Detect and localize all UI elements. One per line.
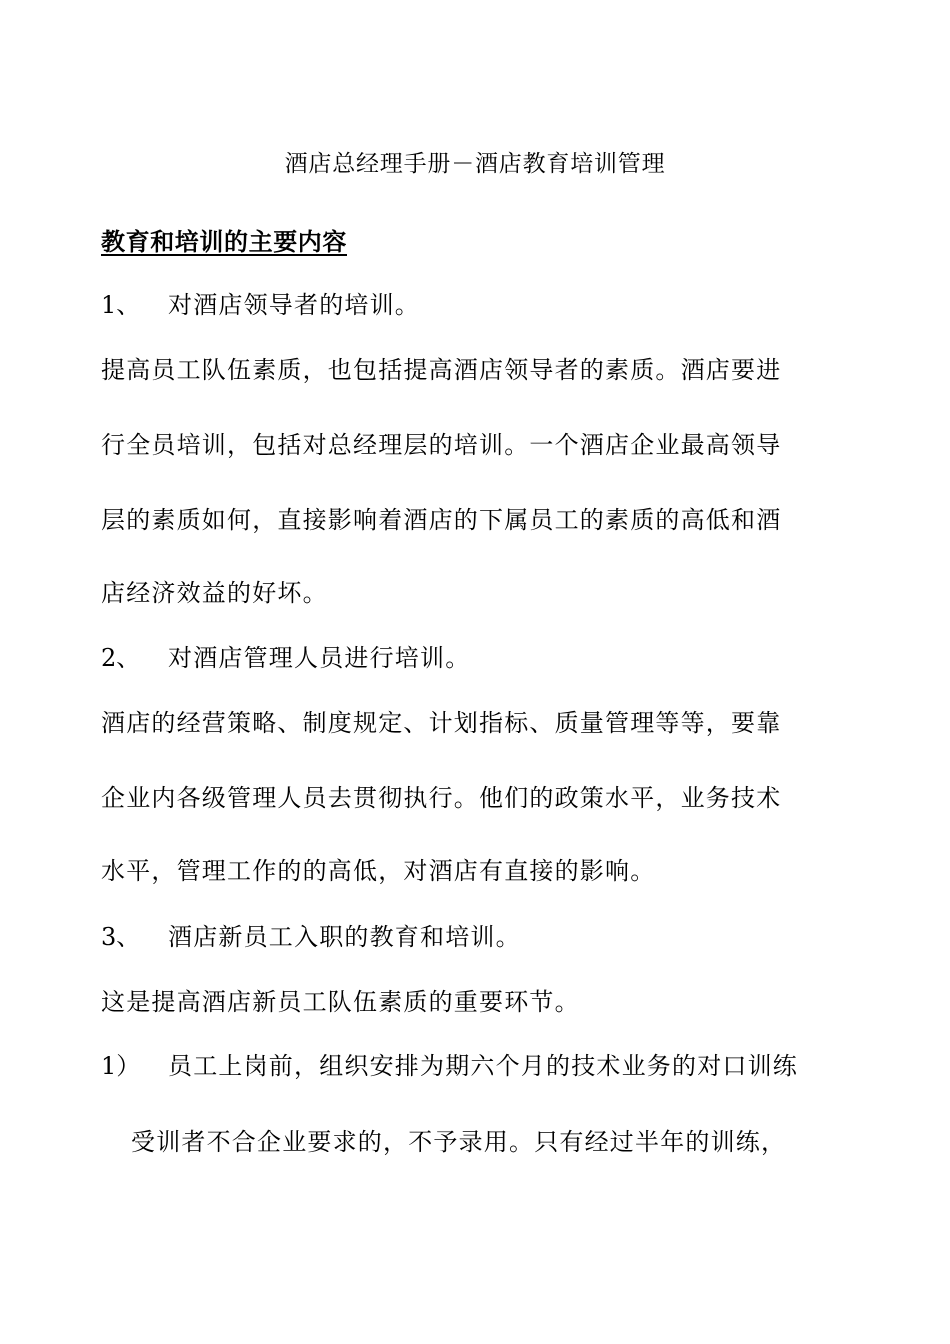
paragraph-line: 层的素质如何，直接影响着酒店的下属员工的素质的高低和酒	[101, 506, 782, 534]
subitem-text: 员工上岗前，组织安排为期六个月的技术业务的对口训练	[168, 1052, 798, 1080]
paragraph-line: 行全员培训，包括对总经理层的培训。一个酒店企业最高领导	[101, 431, 782, 459]
item-title: 酒店新员工入职的教育和培训。	[168, 923, 521, 951]
item-number: 3、	[101, 923, 141, 951]
item-number: 1、	[101, 291, 141, 319]
paragraph-line: 酒店的经营策略、制度规定、计划指标、质量管理等等，要靠	[101, 709, 782, 737]
section-heading: 教育和培训的主要内容	[101, 228, 347, 256]
item-title: 对酒店管理人员进行培训。	[168, 644, 471, 672]
item-number: 2、	[101, 644, 141, 672]
paragraph-line: 企业内各级管理人员去贯彻执行。他们的政策水平，业务技术	[101, 784, 782, 812]
paragraph-line: 提高员工队伍素质，也包括提高酒店领导者的素质。酒店要进	[101, 356, 782, 384]
item-title: 对酒店领导者的培训。	[168, 291, 420, 319]
subitem-continuation: 受训者不合企业要求的，不予录用。只有经过半年的训练，	[131, 1128, 787, 1156]
paragraph-line: 水平，管理工作的的高低，对酒店有直接的影响。	[101, 857, 656, 885]
subitem-number: 1）	[101, 1052, 141, 1080]
document-title: 酒店总经理手册－酒店教育培训管理	[284, 151, 666, 177]
paragraph-line: 这是提高酒店新员工队伍素质的重要环节。	[101, 988, 580, 1016]
paragraph-line: 店经济效益的好坏。	[101, 579, 328, 607]
